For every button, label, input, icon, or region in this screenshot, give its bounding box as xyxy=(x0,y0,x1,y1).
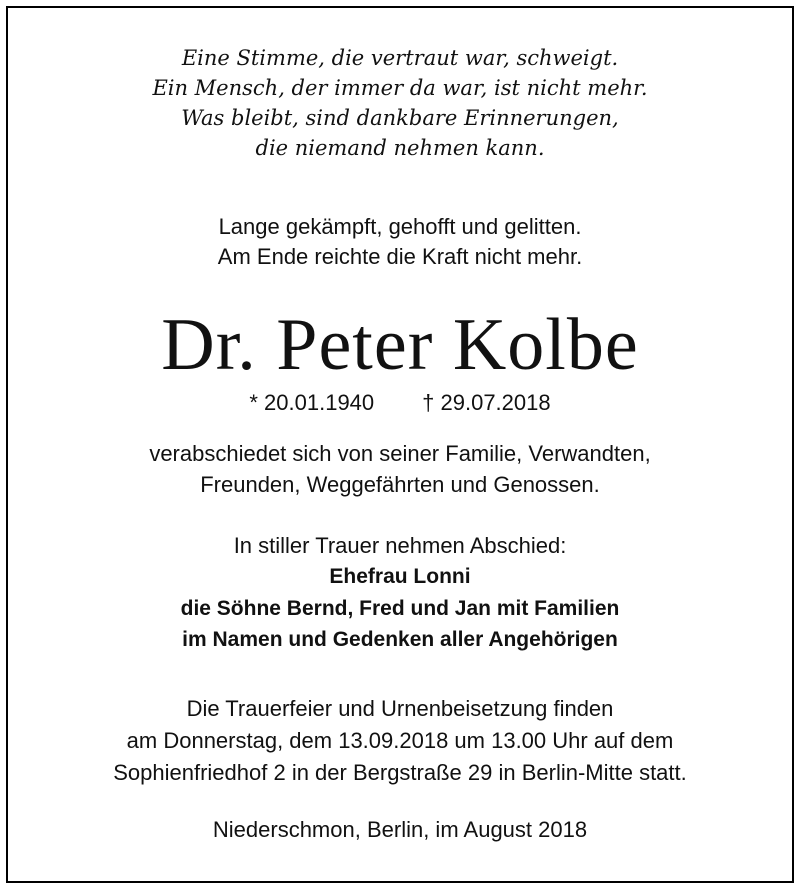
poem-line-1: Eine Stimme, die vertraut war, schweigt. xyxy=(181,46,619,70)
verse-line-2: Am Ende reichte die Kraft nicht mehr. xyxy=(217,244,583,269)
mourner-line-1: Ehefrau Lonni xyxy=(329,565,471,588)
verse-line-1: Lange gekämpft, gehofft und gelitten. xyxy=(218,214,582,239)
place-and-date: Niederschmon, Berlin, im August 2018 xyxy=(212,817,588,842)
poem-line-2: Ein Mensch, der immer da war, ist nicht mehr. xyxy=(152,76,648,100)
life-dates xyxy=(0,388,800,418)
poem-line-4: die niemand nehmen kann. xyxy=(255,136,545,160)
mourner-line-3: im Namen und Gedenken aller Angehörigen xyxy=(182,628,618,651)
death-date: † 29.07.2018 xyxy=(422,390,551,415)
farewell-line-1: verabschiedet sich von seiner Familie, Verwandten, xyxy=(149,441,651,466)
poem-line-3: Was bleibt, sind dankbare Erinnerungen, xyxy=(181,106,619,130)
funeral-line-3: Sophienfriedhof 2 in der Bergstraße 29 in Berlin-Mitte statt. xyxy=(113,760,687,785)
funeral-line-2: am Donnerstag, dem 13.09.2018 um 13.00 Uhr auf dem xyxy=(126,728,674,753)
farewell-line-2: Freunden, Weggefährten und Genossen. xyxy=(200,472,600,497)
birth-date: * 20.01.1940 xyxy=(249,390,375,415)
funeral-line-1: Die Trauerfeier und Urnenbeisetzung finden xyxy=(186,696,614,721)
mourners-intro: In stiller Trauer nehmen Abschied: xyxy=(233,533,567,558)
deceased-name: Dr. Peter Kolbe xyxy=(161,304,639,386)
mourner-line-2: die Söhne Bernd, Fred und Jan mit Familien xyxy=(180,597,620,620)
